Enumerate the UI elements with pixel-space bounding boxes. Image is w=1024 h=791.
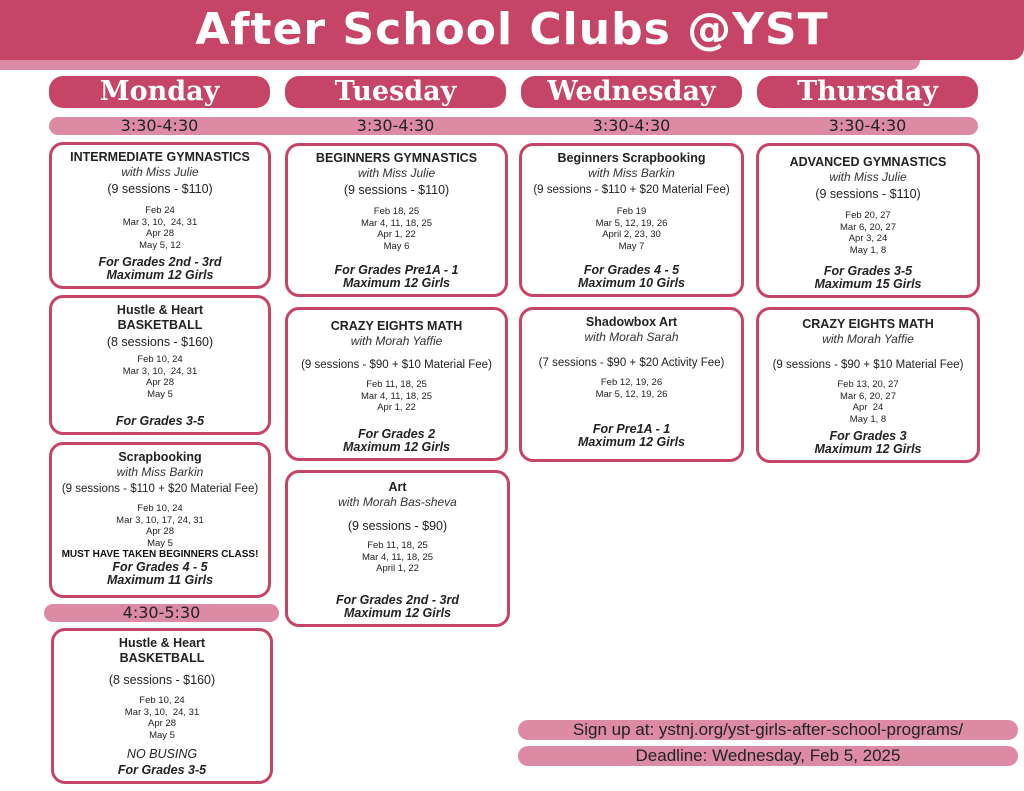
time-label-monday: 3:30-4:30 [120,116,199,135]
date-line: Apr 1, 22 [377,402,416,413]
date-line: May 5, 12 [139,239,181,251]
date-line: Apr 28 [146,377,174,388]
club-price: (7 sessions - $90 + $20 Activity Fee) [538,357,725,369]
club-teacher: with Miss Barkin [588,166,675,180]
date-line: May 5 [147,388,173,400]
club-card [756,143,980,298]
date-line: Feb 11, 18, 25 [366,379,427,390]
club-grades: For Grades 2 [357,427,436,441]
date-line: Mar 6, 20, 27 [840,221,896,233]
club-dates [56,503,264,549]
date-line: Mar 4, 11, 18, 25 [361,551,434,563]
date-line: Mar 6, 20, 27 [840,390,896,402]
date-line: April 2, 23, 30 [602,229,661,240]
club-max: Maximum 12 Girls [343,276,450,290]
club-max: Maximum 12 Girls [344,606,451,620]
club-card [49,442,271,598]
club-teacher: with Miss Julie [829,170,907,184]
date-line: Mar 5, 12, 19, 26 [595,388,668,400]
club-teacher: with Miss Barkin [116,465,204,479]
club-dates [763,379,973,425]
date-line: Mar 3, 10, 24, 31 [124,706,200,718]
club-grades: For Grades Pre1A - 1 [334,263,459,277]
date-line: May 5 [147,537,173,549]
club-teacher: with Morah Bas-sheva [338,495,457,509]
time-label-tuesday: 3:30-4:30 [356,116,435,135]
club-teacher: with Morah Sarah [584,330,679,344]
club-grades: For Grades 4 - 5 [112,560,208,574]
club-price: (9 sessions - $110 + $20 Material Fee) [533,184,730,196]
club-teacher: with Morah Yaffie [350,334,443,348]
date-line: Mar 3, 10, 24, 31 [122,365,198,377]
date-line: April 1, 22 [376,563,419,574]
date-line: Feb 18, 25 [373,206,420,217]
club-max: Maximum 10 Girls [578,276,685,290]
club-title: CRAZY EIGHTS MATH [802,317,934,331]
date-line: Feb 10, 24 [137,503,183,514]
date-line: May 7 [618,240,645,252]
date-line: Mar 5, 12, 19, 26 [595,217,668,229]
club-max: Maximum 12 Girls [814,442,922,456]
club-title-line2: BASKETBALL [117,318,203,332]
date-line: Mar 3, 10, 24, 31 [122,216,198,228]
date-line: Apr 28 [146,526,174,537]
date-line: Feb 24 [145,205,175,216]
club-title: Beginners Scrapbooking [557,151,706,165]
club-grades: For Pre1A - 1 [592,422,671,436]
club-title: INTERMEDIATE GYMNASTICS [70,150,250,164]
date-line: May 1, 8 [849,244,887,256]
club-card [519,143,744,297]
club-title: Shadowbox Art [585,315,678,329]
club-price: (9 sessions - $110) [815,187,921,201]
date-line: Apr 28 [148,718,176,729]
club-price: (9 sessions - $110 + $20 Material Fee) [61,483,259,495]
club-dates [56,354,264,400]
club-max: Maximum 15 Girls [814,277,922,291]
club-dates [526,206,737,252]
club-title: BEGINNERS GYMNASTICS [315,151,478,165]
date-line: May 6 [383,240,410,252]
club-max: Maximum 12 Girls [578,435,685,449]
club-dates [56,205,264,251]
club-dates [763,210,973,256]
club-title: Art [388,480,407,494]
day-header-thursday: Thursday [757,76,978,108]
club-card [285,307,508,461]
club-grades: For Grades 2nd - 3rd [98,255,222,269]
day-header-tuesday: Tuesday [285,76,506,108]
date-line: Feb 12, 19, 26 [600,377,663,388]
date-line: Feb 13, 20, 27 [837,379,899,390]
club-title-line2: BASKETBALL [119,651,205,665]
club-max: Maximum 11 Girls [106,573,214,587]
page-title: After School Clubs @YST [195,4,829,55]
club-price: (9 sessions - $90 + $10 Material Fee) [301,359,492,371]
club-max: Maximum 12 Girls [343,440,450,454]
club-dates [292,379,501,414]
club-card [285,143,508,297]
time-bar [49,117,978,135]
club-grades: For Grades 3-5 [117,763,207,777]
date-line: Apr 28 [146,228,174,239]
club-price: (9 sessions - $90) [347,519,448,533]
club-teacher: with Miss Julie [121,165,199,179]
day-header-monday: Monday [49,76,270,108]
signup-link[interactable]: Sign up at: ystnj.org/yst-girls-after-school-programs/ [518,720,1018,740]
deadline-banner: Deadline: Wednesday, Feb 5, 2025 [518,746,1018,766]
time-label-thursday: 3:30-4:30 [828,116,907,135]
club-price: (8 sessions - $160) [108,673,216,687]
club-busing: NO BUSING [126,747,198,761]
club-teacher: with Miss Julie [357,166,436,180]
club-dates [292,540,503,575]
club-title: CRAZY EIGHTS MATH [330,319,463,333]
date-line: Apr 24 [852,402,884,413]
date-line: Apr 1, 22 [377,229,416,240]
club-card [756,307,980,463]
club-dates [292,206,501,252]
club-grades: For Grades 3-5 [823,264,913,278]
date-line: Mar 4, 11, 18, 25 [360,217,433,229]
date-line: May 5 [149,729,175,741]
club-dates [526,377,737,400]
date-line: Feb 19 [616,206,647,217]
day-header-wednesday: Wednesday [521,76,742,108]
date-line: Mar 4, 11, 18, 25 [360,390,433,402]
club-price: (9 sessions - $110) [343,183,450,197]
club-grades: For Grades 3 [829,429,907,443]
club-title: Scrapbooking [118,450,202,464]
club-card [51,628,273,784]
date-line: Feb 11, 18, 25 [367,540,428,551]
club-dates [58,695,266,741]
club-price: (8 sessions - $160) [106,335,214,349]
club-grades: For Grades 2nd - 3rd [336,593,459,607]
date-line: Apr 3, 24 [848,233,888,244]
club-title: Hustle & Heart [116,303,204,317]
time-label-second-slot: 4:30-5:30 [44,604,279,622]
club-card [49,142,271,289]
date-line: Feb 10, 24 [139,695,185,706]
club-max: Maximum 12 Girls [106,268,214,282]
date-line: Feb 20, 27 [845,210,891,221]
club-price: (9 sessions - $90 + $10 Material Fee) [772,359,964,371]
club-card [519,307,744,462]
club-card [49,295,271,435]
club-teacher: with Morah Yaffie [822,332,914,346]
club-title: ADVANCED GYMNASTICS [789,155,947,169]
club-price: (9 sessions - $110) [107,182,213,196]
date-line: Mar 3, 10, 17, 24, 31 [116,514,204,526]
date-line: May 1, 8 [849,413,887,425]
date-line: Feb 10, 24 [137,354,183,365]
club-title: Hustle & Heart [118,636,206,650]
club-grades: For Grades 4 - 5 [583,263,680,277]
time-label-wednesday: 3:30-4:30 [592,116,671,135]
club-note: MUST HAVE TAKEN BEGINNERS CLASS! [61,549,259,560]
club-grades: For Grades 3-5 [115,414,205,428]
club-card [285,470,510,627]
